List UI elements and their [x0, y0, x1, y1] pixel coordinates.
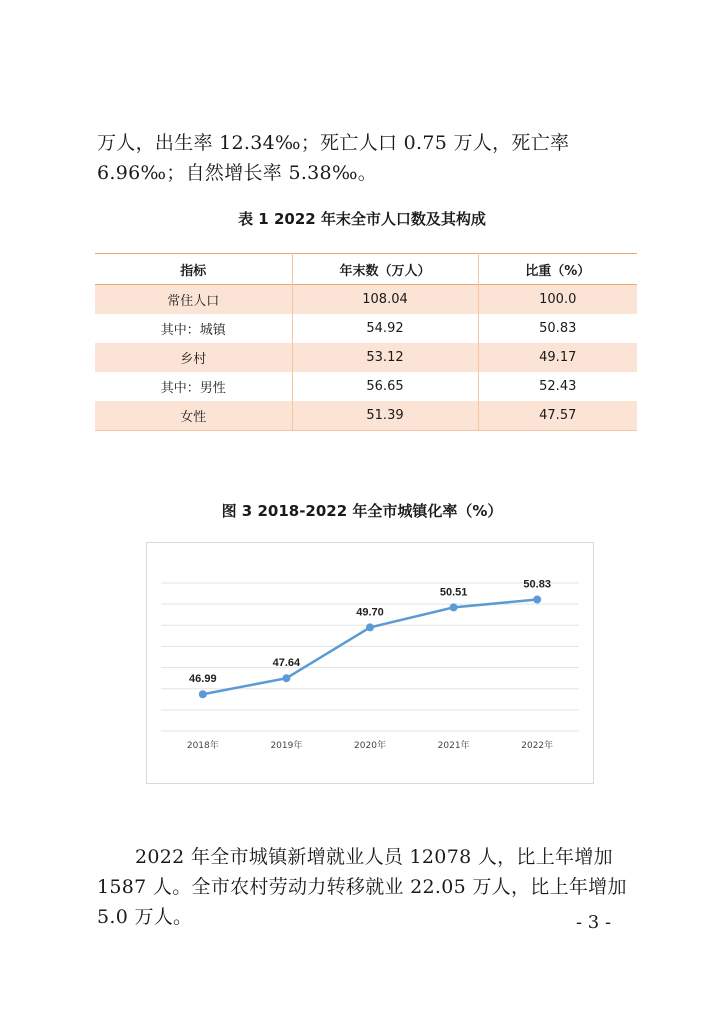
row-label: 其中：城镇: [160, 323, 226, 338]
data-label: 50.51: [439, 586, 468, 599]
row-share: 50.83: [478, 314, 637, 343]
x-tick-label: 2022年: [521, 741, 554, 751]
table-row: [95, 401, 637, 431]
table-row: [95, 314, 637, 343]
column-header: 比重（%）: [478, 254, 637, 285]
table-caption: 表 1 2022 年末全市人口数及其构成: [238, 210, 486, 228]
x-tick-label: 2020年: [354, 741, 386, 751]
data-point: [366, 623, 374, 631]
x-tick-label: 2021年: [437, 741, 470, 751]
x-tick-label: 2018年: [186, 741, 219, 751]
table-header-row: [95, 254, 637, 285]
row-count: 53.12: [292, 343, 478, 372]
row-label: 女性: [180, 410, 207, 425]
data-point: [450, 603, 458, 611]
data-label: 46.99: [189, 673, 217, 686]
row-label: 常住人口: [167, 294, 220, 309]
row-share: 52.43: [478, 372, 637, 401]
row-count: 51.39: [292, 401, 478, 431]
data-label: 49.70: [356, 606, 384, 619]
table-row: [95, 343, 637, 372]
row-count: 108.04: [292, 285, 478, 315]
body-paragraph-bottom: 2022 年全市城镇新增就业人员 12078 人，比上年增加 1587 人。全市农村劳动力转移就业 22.05 万人，比上年增加 5.0 万人。: [97, 846, 627, 928]
data-label: 47.64: [272, 657, 301, 670]
row-label: 其中：男性: [160, 381, 226, 396]
column-header: 指标: [180, 263, 207, 279]
population-table: [95, 253, 637, 431]
urbanization-chart: [146, 542, 594, 784]
body-paragraph-top: 万人，出生率 12.34‰；死亡人口 0.75 万人，死亡率 6.96‰；自然增长率 5.38‰。: [97, 132, 570, 184]
figure-caption: 图 3 2018-2022 年全市城镇化率（%）: [221, 502, 503, 520]
row-count: 54.92: [292, 314, 478, 343]
row-count: 56.65: [292, 372, 478, 401]
column-header: 年末数（万人）: [292, 254, 478, 285]
table-row: [95, 372, 637, 401]
data-point: [533, 596, 541, 604]
row-share: 47.57: [478, 401, 637, 431]
page-number: - 3 -: [576, 912, 612, 933]
row-label: 乡村: [180, 352, 207, 367]
x-tick-label: 2019年: [270, 741, 303, 751]
table-row: [95, 285, 637, 315]
row-share: 100.0: [478, 285, 637, 315]
row-share: 49.17: [478, 343, 637, 372]
data-label: 50.83: [523, 578, 551, 591]
line-chart-svg: [147, 543, 593, 783]
data-point: [199, 690, 207, 698]
data-point: [282, 674, 290, 682]
